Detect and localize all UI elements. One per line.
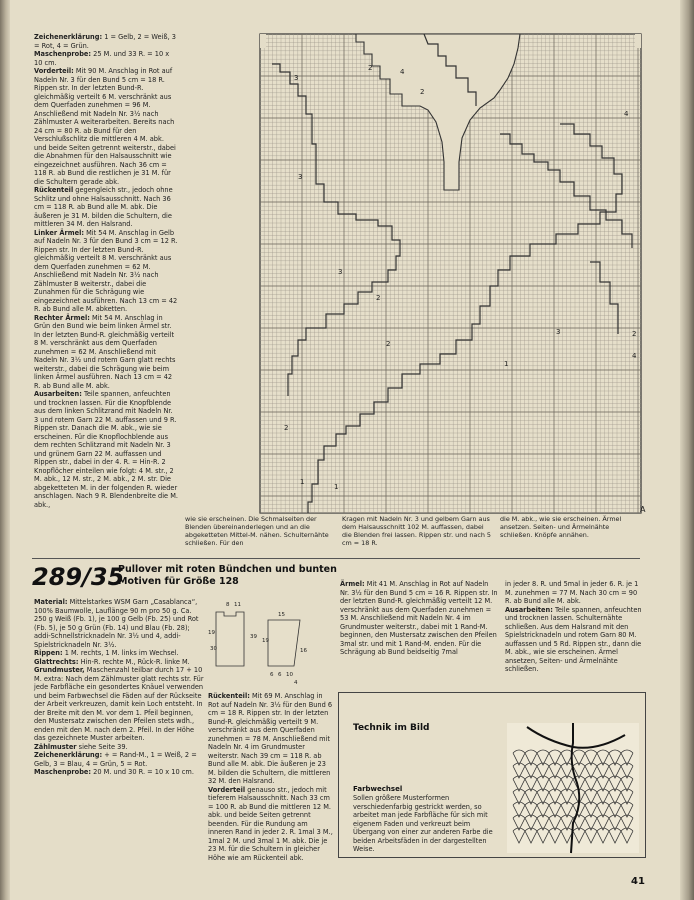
paragraph <box>34 649 204 658</box>
chart-color-number: 3 <box>338 268 343 276</box>
chart-color-number: 2 <box>368 64 373 72</box>
paragraph <box>34 751 204 768</box>
schematic-measure: 39 <box>250 634 257 640</box>
paragraph-heading: Vorderteil <box>208 785 246 794</box>
color-change-illustration <box>507 723 639 853</box>
aermel-column <box>340 580 498 690</box>
paragraph <box>34 598 204 649</box>
paragraph-heading: Zählmuster <box>34 742 77 751</box>
paragraph-heading: Grundmuster, <box>34 666 85 674</box>
paragraph-text: gegengleich str., jedoch ohne Schlitz und ohne Halsausschnitt. Nach 36 cm = 118 R. ab Bund alle M. abk. Die äußeren je 31 M. bilden die Schultern, die mittleren 34 M. den Halsrand. <box>34 186 173 228</box>
chart-color-number: 4 <box>400 68 405 76</box>
paragraph-heading: Maschenprobe: <box>34 50 92 58</box>
schematic-measure: 11 <box>234 602 241 608</box>
chart-color-number: 1 <box>300 478 305 486</box>
paragraph-text: Mit 41 M. Anschlag in Rot auf Nadeln Nr. 3½ für den Bund 5 cm = 16 R. Rippen str. In der letzten Bund-R. gleichmäßig verteilt 12 M. verschränkt aus dem Querfaden zunehmen = 53 M. Anschließend mit Nadeln Nr. 4 im Grundmuster weiterstr., dabei mit 1 Rand-M. beginnen, den Mustersatz zwischen den Pfeilen 3mal str. und mit 1 Rand-M. enden. Für die Schrägung ab Bund beidseitig 7mal <box>340 580 498 656</box>
paragraph <box>34 314 178 391</box>
paragraph-text: Mit 69 M. Anschlag in Rot auf Nadeln Nr. 3½ für den Bund 6 cm = 18 R. Rippen str. In der letzten Bund-R. gleichmäßig verteilt 9 M. verschränkt aus dem Querfaden zunehmen = 78 M. Anschließend mit Nadeln Nr. 4 im Grundmuster weiterstr. Nach 39 cm = 118 R. ab Bund alle M. abk. Die äußeren je 23 M. bilden die Schultern, die mittleren 32 M. den Halsrand. <box>208 692 333 785</box>
paragraph-heading: Rippen: <box>34 649 63 657</box>
chart-color-number: 3 <box>294 74 299 82</box>
paragraph-heading: Rückenteil <box>34 186 74 194</box>
technique-box <box>338 692 646 858</box>
knitting-chart-a <box>260 34 641 513</box>
schematic-measure: 19 <box>208 630 215 636</box>
paragraph-heading: Glattrechts: <box>34 657 79 666</box>
instructions-column-left <box>34 33 178 548</box>
paragraph <box>34 390 178 509</box>
schematic-measure: 19 <box>262 638 269 644</box>
chart-color-number: 2 <box>420 88 425 96</box>
schematic-measure: 15 <box>278 612 285 618</box>
paragraph <box>34 229 178 314</box>
shoulder-notch-right <box>635 34 641 48</box>
paragraph-text: Teile spannen, anfeuchten und trocknen lassen. Für die Knopfblende aus dem linken Schlitzrand mit Nadeln Nr. 3 und rotem Garn 22 M. auffassen und 9 R. Rippen str. Danach die M. abk., wie sie erscheinen. Für die Knopflochblende aus dem rechten Schlitzrand mit Nadeln Nr. 3 und grünem Garn 22 M. auffassen und Rippen str., dabei in der 4. R. = Hin-R. 2 Knopflöcher einteilen wie folgt: 4 M. str., 2 M. abk., 12 M. str., 2 M. abk., 2 M. str. Die abgeketteten M. in der folgenden R. wieder anschlagen. Nach 9 R. Blendenbreite die M. abk., <box>34 390 178 509</box>
paragraph-heading: Maschenprobe: <box>34 768 92 776</box>
chart-color-number: 1 <box>334 483 339 491</box>
material-column <box>34 598 204 856</box>
chart-color-number: 1 <box>504 360 509 368</box>
paragraph-text: 20 M. und 30 R. = 10 x 10 cm. <box>91 768 194 776</box>
paragraph-text: + = Rand-M., 1 = Weiß, 2 = Gelb, 3 = Blau, 4 = Grün, 5 = Rot. <box>34 751 197 768</box>
paragraph-text: Maschenzahl teilbar durch 17 + 10 M. extra: Nach dem Zählmuster glatt rechts str. Für jede Farbfläche ein gesondertes Knäuel verwenden und beim Farbwechsel die Fäden auf der Rückseite der Arbeit verkreuzen, damit kein Loch entsteht. In der Breite mit den M. vor dem 1. Pfeil beginnen, den Mustersatz zwischen den Pfeilen stets wdh., enden mit den M. nach dem 2. Pfeil. In der Höhe das gezeichnete Muster arbeiten. <box>34 666 204 742</box>
paragraph <box>505 606 645 674</box>
paragraph-heading: Ausarbeiten: <box>505 605 553 614</box>
schematic-measure: 6 <box>278 672 282 678</box>
technique-body: Sollen größere Musterformen verschiedenfarbig gestrickt werden, so arbeitet man jede Farbfläche für sich mit eigenem Faden und verkreuzt beim Übergang von einer zur anderen Farbe die beiden Arbeitsfäden in der dargestellten Weise. <box>353 794 493 853</box>
technique-subtitle: Farbwechsel <box>353 785 403 793</box>
technique-title: Technik im Bild <box>353 723 430 733</box>
page-spine-shadow <box>0 0 10 900</box>
chart-color-number: 3 <box>298 173 303 181</box>
paragraph-heading: Ausarbeiten: <box>34 390 82 398</box>
paragraph-heading: Ärmel: <box>340 580 365 588</box>
chart-color-number: 3 <box>556 328 561 336</box>
paragraph <box>34 67 178 186</box>
paragraph <box>34 33 178 50</box>
schematic-measure: 8 <box>226 602 230 608</box>
paragraph <box>34 768 204 777</box>
paragraph <box>34 658 204 667</box>
chart-corner-label: A <box>640 505 646 514</box>
paragraph-heading: Rückenteil: <box>208 692 250 700</box>
schematic-measure: 4 <box>294 680 298 686</box>
chart-color-number: 2 <box>284 424 289 432</box>
paragraph <box>34 666 204 743</box>
paragraph <box>208 786 334 863</box>
paragraph-text: siehe Seite 39. <box>76 742 128 751</box>
schematic-sleeve <box>268 620 300 666</box>
paragraph <box>208 692 334 786</box>
continuation-text-1: wie sie erscheinen. Die Schmalseiten der Blenden übereinanderlegen und an die abgeketteten Mittel-M. nähen. Schulternähte schließen. Für den <box>185 515 329 547</box>
paragraph-text: Mit 54 M. Anschlag in Gelb auf Nadeln Nr. 3 für den Bund 3 cm = 12 R. Rippen str. In der letzten Bund-R. gleichmäßig verteilt 8 M. verschränkt aus dem Querfaden zunehmen = 62 M. Anschließend mit Nadeln Nr. 3½ nach Zählmuster B weiterstr., dabei die Zunahmen für die Schrägung wie eingezeichnet ausführen. Nach 13 cm = 42 R. ab Bund alle M. abketten. <box>34 228 178 313</box>
paragraph-text: 1 = Gelb, 2 = Weiß, 3 = Rot, 4 = Grün. <box>34 33 176 50</box>
pattern-title: Pullover mit roten Bündchen und bunten Motiven für Größe 128 <box>118 564 337 587</box>
paragraph-heading: Rechter Ärmel: <box>34 313 90 322</box>
paragraph-text: genauso str., jedoch mit tieferem Halsausschnitt. Nach 33 cm = 100 R. ab Bund die mittleren 12 M. abk. und beide Seiten getrennt beenden. Für die Rundung am inneren Rand in jeder 2. R. 1mal 3 M., 1mal 2 M. und 3mal 1 M. abk. Die je 23 M. für die Schultern in gleicher Höhe wie am Rückenteil abk. <box>208 785 333 862</box>
paragraph-heading: Vorderteil: <box>34 67 74 75</box>
paragraph-text: 1 M. rechts, 1 M. links im Wechsel. <box>62 649 179 657</box>
paragraph <box>505 580 645 606</box>
pattern-number: 289/35 <box>32 563 125 591</box>
paragraph-text: Mit 90 M. Anschlag in Rot auf Nadeln Nr. 3 für den Bund 5 cm = 18 R. Rippen str. In der letzten Bund-R. gleichmäßig verteilt 6 M. verschränkt aus dem Querfaden zunehmen = 96 M. Anschließend mit Nadeln Nr. 3½ nach Zählmuster A weiterarbeiten. Bereits nach 24 cm = 80 R. ab Bund für den Verschlußschlitz die mittleren 4 M. abk. und beide Seiten getrennt weiterstr., dabei die Abnahmen für den Halsausschnitt wie eingezeichnet ausführen. Nach 36 cm = 118 R. ab Bund die restlichen je 31 M. für die Schultern gerade abk. <box>34 67 176 186</box>
rueckenteil-column <box>208 692 334 862</box>
schematic-measure: 6 <box>270 672 274 678</box>
page-edge-curl <box>680 0 694 900</box>
shoulder-notch-left <box>260 34 266 48</box>
paragraph-heading: Zeichenerklärung: <box>34 33 103 41</box>
paragraph-heading: Linker Ärmel: <box>34 228 84 237</box>
paragraph-text: in jeder 8. R. und 5mal in jeder 6. R. je 1 M. zunehmen = 77 M. Nach 30 cm = 90 R. ab Bund alle M. abk. <box>505 580 639 605</box>
paragraph <box>34 50 178 67</box>
paragraph-text: Hin-R. rechte M., Rück-R. linke M. <box>78 657 190 666</box>
schematic-measure: 10 <box>286 672 293 678</box>
chart-color-number: 4 <box>624 110 629 118</box>
continuation-text-3: die M. abk., wie sie erscheinen. Ärmel ansetzen. Seiten- und Ärmelnähte schließen. Knöpfe annähen. <box>500 515 622 539</box>
schematic-body <box>216 612 244 666</box>
paragraph-heading: Zeichenerklärung: <box>34 751 103 759</box>
paragraph-text: Teile spannen, anfeuchten und trocknen lassen. Schulternähte schließen. Aus dem Halsrand mit den Spielstricknadeln und rotem Garn 80 M. auffassen und 5 Rd. Rippen str., dann die M. abk., wie sie erscheinen. Ärmel ansetzen, Seiten- und Ärmelnähte schließen. <box>505 605 642 673</box>
ausarbeiten-column <box>505 580 645 690</box>
chart-color-number: 2 <box>376 294 381 302</box>
paragraph <box>34 743 204 752</box>
section-divider <box>32 558 640 559</box>
paragraph-text: Mit 54 M. Anschlag in Grün den Bund wie beim linken Ärmel str. In der letzten Bund-R. gleichmäßig verteilt 8 M. verschränkt aus dem Querfaden zunehmen = 62 M. Anschließend mit Nadeln Nr. 3½ und rotem Garn glatt rechts weiterstr., dabei die Schrägung wie beim linken Ärmel ausführen. Nach 13 cm = 42 R. ab Bund alle M. abk. <box>34 313 176 390</box>
paragraph-text: Mittelstarkes WSM Garn „Casablanca“, 100% Baumwolle, Lauflänge 90 m pro 50 g. Ca. 250 g Weiß (Fb. 1), je 100 g Gelb (Fb. 25) und Rot (Fb. 5), je 50 g Grün (Fb. 14) und Blau (Fb. 28); addi-Schnellstricknadeln Nr. 3½ und 4, addi-Spielstricknadeln Nr. 3½. <box>34 598 199 649</box>
paragraph <box>34 186 178 229</box>
schematic-measure: 30 <box>210 646 217 652</box>
continuation-text-2: Kragen mit Nadeln Nr. 3 und gelbem Garn aus dem Halsausschnitt 102 M. auffassen, dabei die Blenden frei lassen. Rippen str. und nach 5 cm = 18 R. <box>342 515 491 547</box>
paragraph-text: 25 M. und 33 R. = 10 x 10 cm. <box>34 50 170 67</box>
chart-color-number: 4 <box>632 352 637 360</box>
chart-color-number: 2 <box>632 330 637 338</box>
page-number: 41 <box>631 876 645 887</box>
schematic-measure: 16 <box>300 648 307 654</box>
chart-color-number: 2 <box>386 340 391 348</box>
paragraph <box>340 580 498 657</box>
garment-schematic <box>208 596 324 688</box>
paragraph-heading: Material: <box>34 598 68 606</box>
